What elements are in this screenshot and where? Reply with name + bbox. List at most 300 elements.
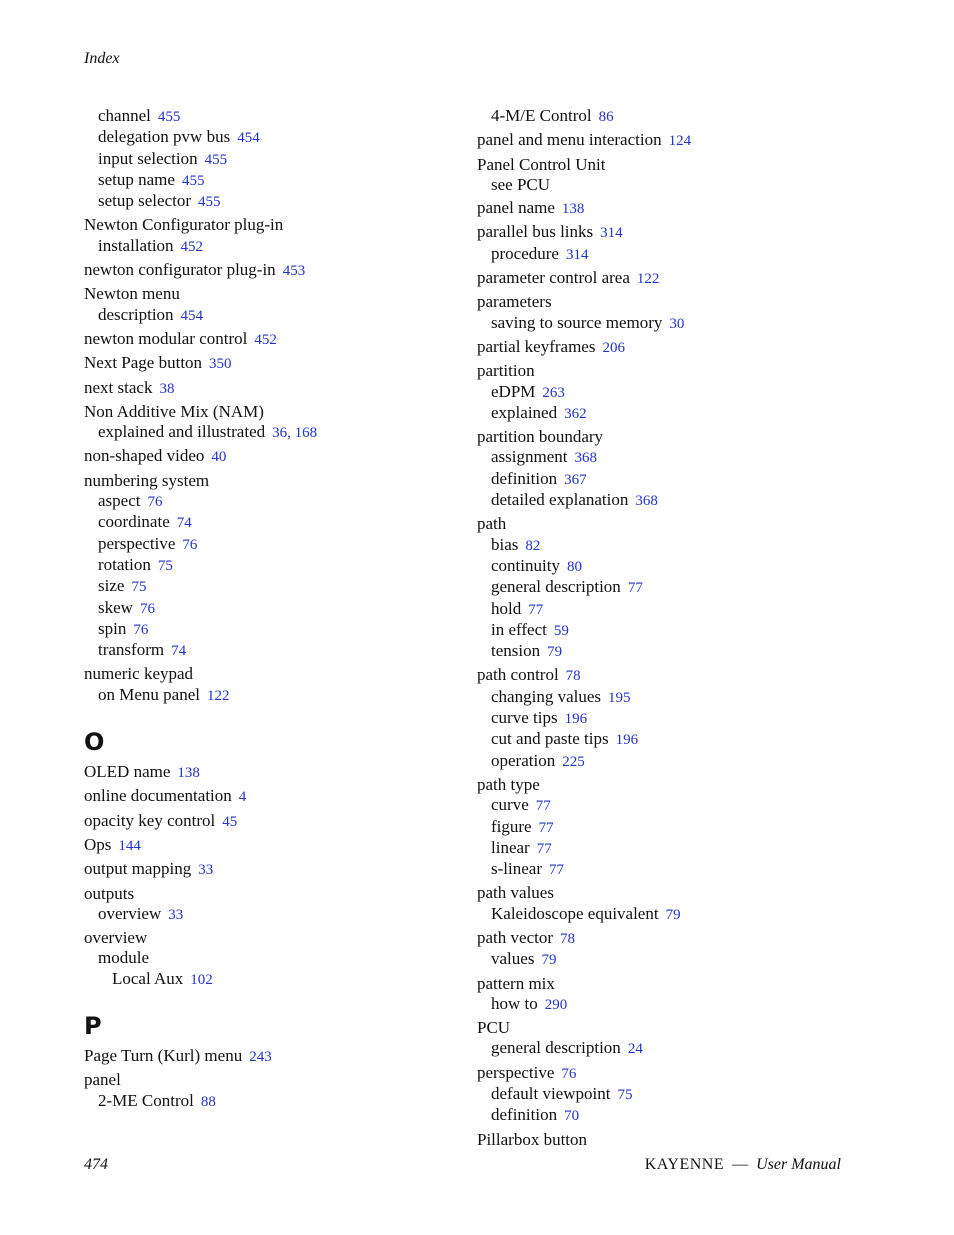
page-refs [564, 472, 587, 488]
index-term: partial keyframes [477, 336, 596, 356]
index-term: Panel Control Unit [477, 154, 606, 174]
page-link[interactable]: 452 [180, 238, 204, 255]
page-refs [182, 173, 205, 189]
page-refs [575, 450, 598, 466]
page-link[interactable]: 76 [147, 494, 163, 511]
index-term: perspective [477, 1062, 555, 1082]
page-link[interactable]: 30 [669, 315, 685, 332]
page-refs [158, 109, 181, 125]
index-term: Ops [84, 834, 112, 854]
index-entry [84, 664, 464, 684]
index-entry [477, 292, 857, 312]
page-link[interactable]: 455 [204, 151, 228, 168]
running-head: Index [84, 50, 120, 67]
page-link[interactable]: 45 [222, 813, 238, 830]
index-term: curve tips [491, 708, 558, 728]
index-subentry [84, 236, 464, 257]
page-refs [561, 1066, 576, 1082]
page-link[interactable]: 263 [542, 384, 565, 401]
index-subentry [477, 729, 857, 750]
page-refs [177, 515, 192, 531]
index-term: setup name [98, 169, 175, 189]
page-link[interactable]: 368 [574, 450, 597, 467]
page-link[interactable]: 59 [553, 622, 569, 639]
index-term: eDPM [491, 381, 536, 401]
index-term: Pillarbox button [477, 1129, 588, 1149]
index-term: panel name [477, 198, 555, 218]
page-refs [545, 997, 568, 1013]
index-subentry [84, 640, 464, 661]
index-term: curve [491, 795, 529, 815]
index-subentry [477, 751, 857, 772]
index-subentry [477, 859, 857, 880]
page-link[interactable]: 362 [564, 405, 587, 422]
page-refs [539, 820, 554, 836]
index-entry [84, 260, 464, 281]
index-term: channel [98, 106, 151, 125]
index-entry [84, 353, 464, 374]
page-link[interactable]: 79 [665, 906, 681, 923]
index-subentry [84, 149, 464, 170]
index-subentry [84, 555, 464, 576]
index-entry [84, 215, 464, 235]
index-entry [477, 775, 857, 795]
index-subentry [477, 382, 857, 403]
page-link[interactable]: 102 [190, 971, 213, 988]
index-subentry [477, 106, 857, 127]
index-subentry [84, 1091, 464, 1112]
page-link[interactable]: 196 [564, 711, 588, 728]
page-refs [547, 644, 562, 660]
index-term: parameter control area [477, 268, 630, 288]
index-subentry [477, 641, 857, 662]
page-link[interactable]: 455 [198, 194, 221, 211]
page-link[interactable]: 368 [635, 493, 658, 510]
page-refs [565, 711, 588, 727]
index-subentry [477, 795, 857, 816]
index-term: parallel bus links [477, 222, 594, 242]
index-term: how to [491, 993, 538, 1013]
page-link[interactable]: 77 [535, 798, 551, 815]
index-entry [477, 1130, 857, 1150]
page-link[interactable]: 76 [139, 600, 155, 617]
page-refs [666, 907, 681, 923]
index-term: size [98, 576, 125, 596]
index-entry [477, 427, 857, 447]
index-term: non-shaped video [84, 446, 205, 466]
page-refs [168, 907, 183, 923]
page-link[interactable]: 36 [272, 425, 288, 442]
index-letter-heading: P [84, 1011, 102, 1040]
index-entry [477, 268, 857, 289]
index-subentry [477, 1084, 857, 1105]
page-refs [566, 247, 589, 263]
index-term: on Menu panel [98, 684, 200, 704]
index-term: numeric keypad [84, 664, 194, 684]
index-term: changing values [491, 686, 601, 706]
page-refs [549, 862, 564, 878]
index-entry [477, 361, 857, 381]
page-refs [562, 201, 585, 217]
index-term: saving to source memory [491, 312, 663, 332]
index-term: spin [98, 618, 127, 638]
index-term: opacity key control [84, 810, 216, 830]
index-term: cut and paste tips [491, 729, 609, 749]
page-number: 474 [84, 1156, 108, 1173]
index-term: explained [491, 402, 558, 422]
page-link[interactable]: 77 [528, 601, 544, 618]
index-subentry [477, 556, 857, 577]
page-refs [602, 340, 625, 356]
page-refs [628, 1041, 643, 1057]
page-refs [525, 538, 540, 554]
index-subentry [477, 949, 857, 970]
page-refs [198, 194, 221, 210]
page-refs [537, 841, 552, 857]
index-subentry [477, 313, 857, 334]
page-link[interactable]: 38 [159, 380, 175, 397]
page-link[interactable]: 70 [564, 1108, 580, 1125]
index-term: coordinate [98, 512, 170, 532]
index-subentry [477, 817, 857, 838]
page-link[interactable]: 33 [198, 862, 214, 879]
index-term: in effect [491, 619, 547, 639]
index-subentry [477, 620, 857, 641]
index-subentry [477, 577, 857, 598]
index-term: panel [84, 1070, 121, 1090]
index-subentry [84, 619, 464, 640]
page-refs [239, 789, 247, 805]
page-refs [617, 1087, 632, 1103]
page-refs [542, 385, 565, 401]
index-term: output mapping [84, 859, 192, 879]
index-entry [477, 974, 857, 994]
index-term: rotation [98, 554, 151, 574]
index-subentry [477, 1038, 857, 1059]
page-refs [669, 316, 684, 332]
index-entry [84, 1070, 464, 1090]
page-refs [222, 814, 237, 830]
page-link[interactable]: 122 [206, 687, 230, 704]
index-term: path vector [477, 927, 553, 947]
index-subentry [477, 175, 857, 195]
index-term: s-linear [491, 859, 542, 879]
index-subentry [477, 447, 857, 468]
page-link[interactable]: 168 [294, 425, 318, 442]
index-subentry [84, 904, 464, 925]
page-refs [669, 133, 692, 149]
index-term: newton modular control [84, 328, 248, 348]
page-refs [283, 263, 306, 279]
index-entry [84, 835, 464, 856]
index-entry [84, 446, 464, 467]
page-refs [237, 130, 260, 146]
index-term: definition [491, 468, 558, 488]
page-link[interactable]: 453 [282, 263, 306, 280]
index-subentry [477, 469, 857, 490]
index-entry [84, 762, 464, 783]
page-refs [181, 239, 204, 255]
index-subentry [84, 305, 464, 326]
page-refs [637, 271, 660, 287]
page-refs [599, 109, 614, 125]
page-link[interactable]: 225 [562, 753, 585, 770]
index-term: online documentation [84, 786, 232, 806]
index-term: Next Page button [84, 353, 203, 373]
page-link[interactable]: 74 [176, 515, 192, 532]
page-link[interactable]: 74 [171, 643, 187, 660]
index-term: overview [98, 903, 162, 923]
page-link[interactable]: 452 [254, 331, 277, 348]
index-term: skew [98, 597, 133, 617]
index-term: input selection [98, 148, 198, 168]
page-link[interactable]: 82 [525, 537, 541, 554]
index-subentry [84, 191, 464, 212]
manual-name: User Manual [756, 1156, 841, 1173]
footer-title [645, 1156, 841, 1174]
page-link[interactable]: 40 [211, 449, 227, 466]
index-entry [84, 884, 464, 904]
page-refs [628, 580, 643, 596]
page-refs [159, 381, 174, 397]
page-refs [147, 494, 162, 510]
index-subentry [84, 576, 464, 597]
page-refs [635, 493, 658, 509]
page-link[interactable]: 77 [538, 819, 554, 836]
index-term: operation [491, 750, 556, 770]
page-refs [209, 356, 232, 372]
index-entry [477, 665, 857, 686]
index-subentry [477, 708, 857, 729]
index-term: pattern mix [477, 973, 555, 993]
page-link[interactable]: 350 [209, 356, 232, 373]
page-refs [566, 668, 581, 684]
page-refs [190, 972, 213, 988]
page-refs [560, 931, 575, 947]
page-refs [181, 308, 204, 324]
index-subentry [477, 599, 857, 620]
page-link[interactable]: 243 [249, 1048, 272, 1065]
index-entry [477, 337, 857, 358]
index-term: parameters [477, 292, 552, 312]
page-refs [131, 579, 146, 595]
index-entry [84, 1046, 464, 1067]
index-term: tension [491, 641, 541, 661]
page-link[interactable]: 195 [608, 689, 631, 706]
page-link[interactable]: 79 [547, 644, 563, 661]
index-entry [84, 811, 464, 832]
index-subentry [477, 838, 857, 859]
index-term: path [477, 514, 507, 534]
index-subentry [84, 106, 464, 127]
index-entry [477, 514, 857, 534]
page-refs [564, 1108, 579, 1124]
page-link[interactable]: 33 [168, 906, 184, 923]
page-refs [171, 643, 186, 659]
index-entry [84, 378, 464, 399]
index-term: next stack [84, 377, 153, 397]
index-term: delegation pvw bus [98, 127, 231, 147]
index-term: explained and illustrated [98, 422, 266, 442]
index-term: path values [477, 883, 554, 903]
page-link[interactable]: 290 [544, 996, 568, 1013]
index-letter-heading: O [84, 728, 105, 757]
page-refs [140, 601, 155, 617]
footer-separator: — [732, 1156, 749, 1173]
page-link[interactable]: 454 [180, 307, 204, 324]
index-term: Newton menu [84, 284, 180, 304]
index-subentry [84, 948, 464, 968]
index-term: see PCU [491, 174, 551, 194]
page-link[interactable]: 124 [668, 133, 692, 150]
index-term: values [491, 949, 535, 969]
index-term: newton configurator plug-in [84, 260, 276, 280]
page-refs [608, 690, 631, 706]
page-refs [133, 622, 148, 638]
page-link[interactable]: 78 [560, 930, 575, 947]
page-link[interactable]: 24 [627, 1041, 643, 1058]
index-term: aspect [98, 491, 141, 511]
index-entry [477, 1018, 857, 1038]
page-refs [249, 1049, 272, 1065]
index-term: procedure [491, 243, 559, 263]
index-subentry [84, 422, 464, 443]
index-subentry [477, 535, 857, 556]
page-link[interactable]: 79 [541, 952, 557, 969]
page-link[interactable]: 80 [566, 558, 582, 575]
page-link[interactable]: 454 [237, 130, 260, 147]
page-link[interactable]: 88 [200, 1093, 216, 1110]
page-link[interactable]: 77 [536, 840, 552, 857]
page-link[interactable]: 314 [600, 225, 623, 242]
product-name: KAYENNE [644, 1156, 725, 1173]
index-term: setup selector [98, 191, 191, 211]
index-term: description [98, 304, 174, 324]
page-link[interactable]: 455 [181, 172, 205, 189]
index-subentry [84, 685, 464, 706]
page-refs [254, 332, 277, 348]
index-term: partition boundary [477, 427, 604, 447]
index-term: numbering system [84, 470, 210, 490]
index-subentry [477, 490, 857, 511]
page-link[interactable]: 206 [602, 339, 625, 356]
index-subentry [477, 1105, 857, 1126]
page-link[interactable]: 78 [565, 668, 581, 685]
page-refs [616, 732, 639, 748]
index-term: figure [491, 816, 532, 836]
index-term: assignment [491, 447, 568, 467]
page-refs [564, 406, 587, 422]
index-term: detailed explanation [491, 490, 629, 510]
page-refs [205, 152, 228, 168]
index-term: definition [491, 1105, 558, 1125]
page-link[interactable]: 314 [565, 246, 589, 263]
page-link[interactable]: 367 [564, 471, 587, 488]
page-link[interactable]: 122 [636, 271, 660, 288]
index-subentry [84, 512, 464, 533]
page-link[interactable]: 77 [548, 862, 564, 879]
page-refs [207, 688, 230, 704]
page-link[interactable]: 76 [561, 1065, 577, 1082]
index-term: 4-M/E Control [491, 106, 592, 125]
page-link[interactable]: 77 [627, 580, 643, 597]
index-term: outputs [84, 883, 135, 903]
index-subentry [477, 994, 857, 1015]
page-refs [541, 952, 556, 968]
index-subentry [477, 904, 857, 925]
page-link[interactable]: 138 [177, 765, 200, 782]
page-link[interactable]: 75 [157, 557, 173, 574]
page-refs [158, 558, 173, 574]
page-refs [554, 623, 569, 639]
index-entry [84, 402, 464, 422]
page-link[interactable]: 75 [131, 579, 147, 596]
index-subentry [477, 687, 857, 708]
page-refs [182, 537, 197, 553]
index-term: Page Turn (Kurl) menu [84, 1045, 243, 1065]
index-term: linear [491, 837, 530, 857]
page-refs [177, 765, 200, 781]
index-term: general description [491, 577, 621, 597]
index-subentry [477, 403, 857, 424]
index-entry [477, 883, 857, 903]
index-term: bias [491, 534, 519, 554]
index-entry [477, 928, 857, 949]
page-link[interactable]: 86 [598, 109, 614, 125]
page-link[interactable]: 76 [182, 536, 198, 553]
index-subentry [84, 127, 464, 148]
index-term: transform [98, 640, 165, 660]
page-refs [198, 862, 213, 878]
page-refs [562, 754, 585, 770]
index-column-right [477, 106, 857, 1150]
page-link[interactable]: 144 [118, 837, 141, 854]
page-refs: 36, 168 [272, 425, 318, 442]
page-link[interactable]: 76 [133, 621, 149, 638]
index-term: Newton Configurator plug-in [84, 215, 284, 235]
page-refs [536, 798, 551, 814]
index-term: partition [477, 361, 535, 381]
page-link[interactable]: 196 [615, 732, 639, 749]
index-term: general description [491, 1038, 621, 1058]
index-term: PCU [477, 1018, 511, 1038]
page-link[interactable]: 4 [238, 789, 247, 806]
index-subentry [84, 598, 464, 619]
index-entry [84, 859, 464, 880]
index-term: continuity [491, 555, 560, 575]
index-term: path control [477, 665, 559, 685]
index-term: overview [84, 928, 148, 948]
index-entry [84, 786, 464, 807]
index-term: installation [98, 235, 174, 255]
index-entry [84, 928, 464, 948]
index-column-left [84, 106, 464, 1112]
index-term: default viewpoint [491, 1084, 611, 1104]
page-link[interactable]: 75 [617, 1087, 633, 1104]
page-link[interactable]: 138 [561, 201, 585, 218]
page-refs [528, 602, 543, 618]
index-term: hold [491, 598, 522, 618]
index-subentry [84, 170, 464, 191]
index-term: path type [477, 774, 540, 794]
index-entry [84, 329, 464, 350]
index-entry [477, 222, 857, 243]
page-link[interactable]: 455 [157, 109, 181, 125]
index-subentry [84, 969, 464, 990]
page-refs [211, 449, 226, 465]
index-term: perspective [98, 533, 176, 553]
page-refs [118, 838, 141, 854]
